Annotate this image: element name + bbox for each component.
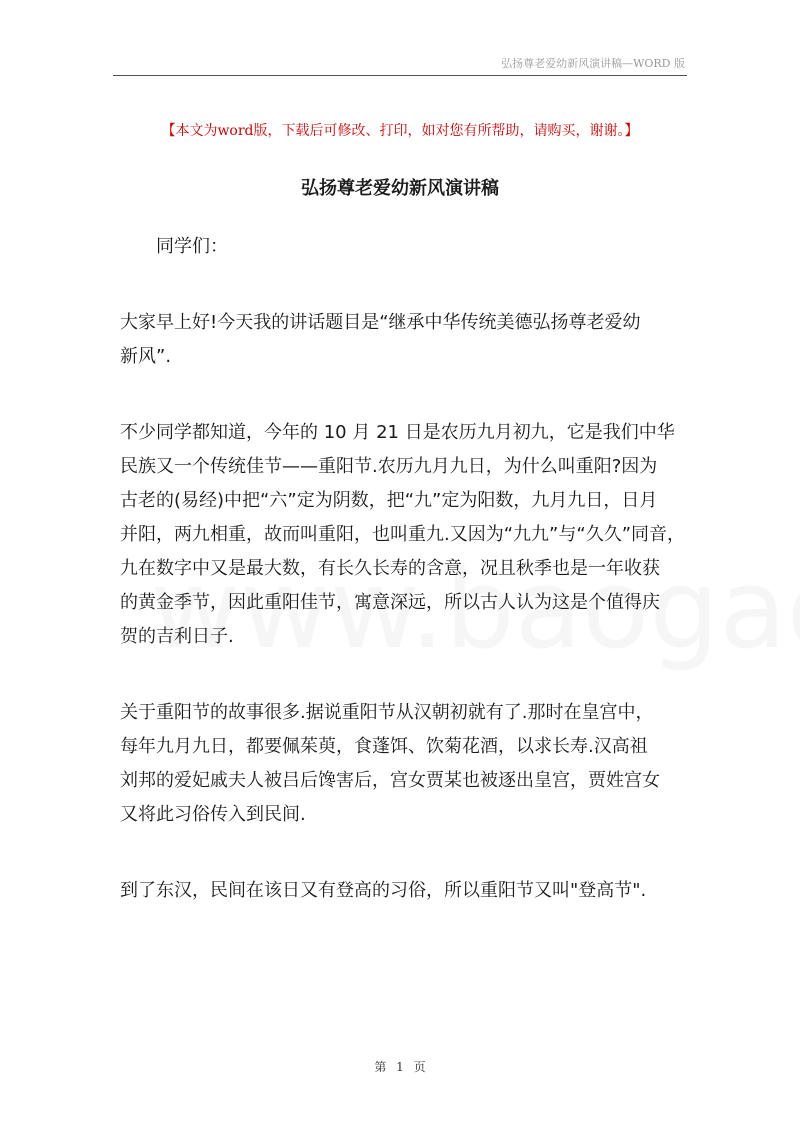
greeting: 同学们： xyxy=(156,236,228,257)
text-line: 每年九月九日，都要佩茱萸，食蓬饵、饮菊花酒，以求长寿.汉高祖 xyxy=(120,736,648,757)
text-line: 民族又一个传统佳节——重阳节.农历九月九日，为什么叫重阳?因为 xyxy=(120,456,658,477)
running-header: 弘扬尊老爱幼新风演讲稿—WORD 版 xyxy=(501,57,685,70)
document-body xyxy=(120,230,685,950)
paragraph-intro xyxy=(120,306,685,374)
page-footer xyxy=(0,1058,800,1075)
text-line: 刘邦的爱妃戚夫人被吕后馋害后，宫女贾某也被逐出皇宫，贾姓宫女 xyxy=(120,770,660,791)
text-line: 九在数字中又是最大数，有长久长寿的含意，况且秋季也是一年收获 xyxy=(120,558,660,579)
paragraph-history xyxy=(120,696,685,832)
header-divider xyxy=(113,75,687,76)
text-line: 古老的(易经)中把“六”定为阴数，把“九”定为阳数，九月九日，日月 xyxy=(120,490,658,511)
page-number: 1 xyxy=(396,1060,404,1074)
footer-suffix: 页 xyxy=(413,1060,426,1074)
text-line: 新风”. xyxy=(120,346,172,367)
text-line: 的黄金季节，因此重阳佳节，寓意深远，所以古人认为这是个值得庆 xyxy=(120,592,660,613)
text-line: 不少同学都知道，今年的 10 月 21 日是农历九月初九，它是我们中华 xyxy=(120,422,675,443)
text-line: 到了东汉，民间在该日又有登高的习俗，所以重阳节又叫"登高节". xyxy=(120,880,647,901)
paragraph-double-ninth xyxy=(120,416,685,654)
purchase-notice: 【本文为word版，下载后可修改、打印，如对您有所帮助，请购买，谢谢。】 xyxy=(161,123,639,139)
text-line: 大家早上好!今天我的讲话题目是“继承中华传统美德弘扬尊老爱幼 xyxy=(120,312,641,333)
document-title: 弘扬尊老爱幼新风演讲稿 xyxy=(301,178,499,199)
text-line: 并阳，两九相重，故而叫重阳，也叫重九.又因为“九九”与“久久”同音， xyxy=(120,524,686,545)
paragraph-eastern-han xyxy=(120,874,685,908)
text-line: 贺的吉利日子. xyxy=(120,626,234,647)
text-line: 又将此习俗传入到民间. xyxy=(120,804,306,825)
footer-prefix: 第 xyxy=(374,1060,387,1074)
text-line: 关于重阳节的故事很多.据说重阳节从汉朝初就有了.那时在皇宫中， xyxy=(120,702,654,723)
